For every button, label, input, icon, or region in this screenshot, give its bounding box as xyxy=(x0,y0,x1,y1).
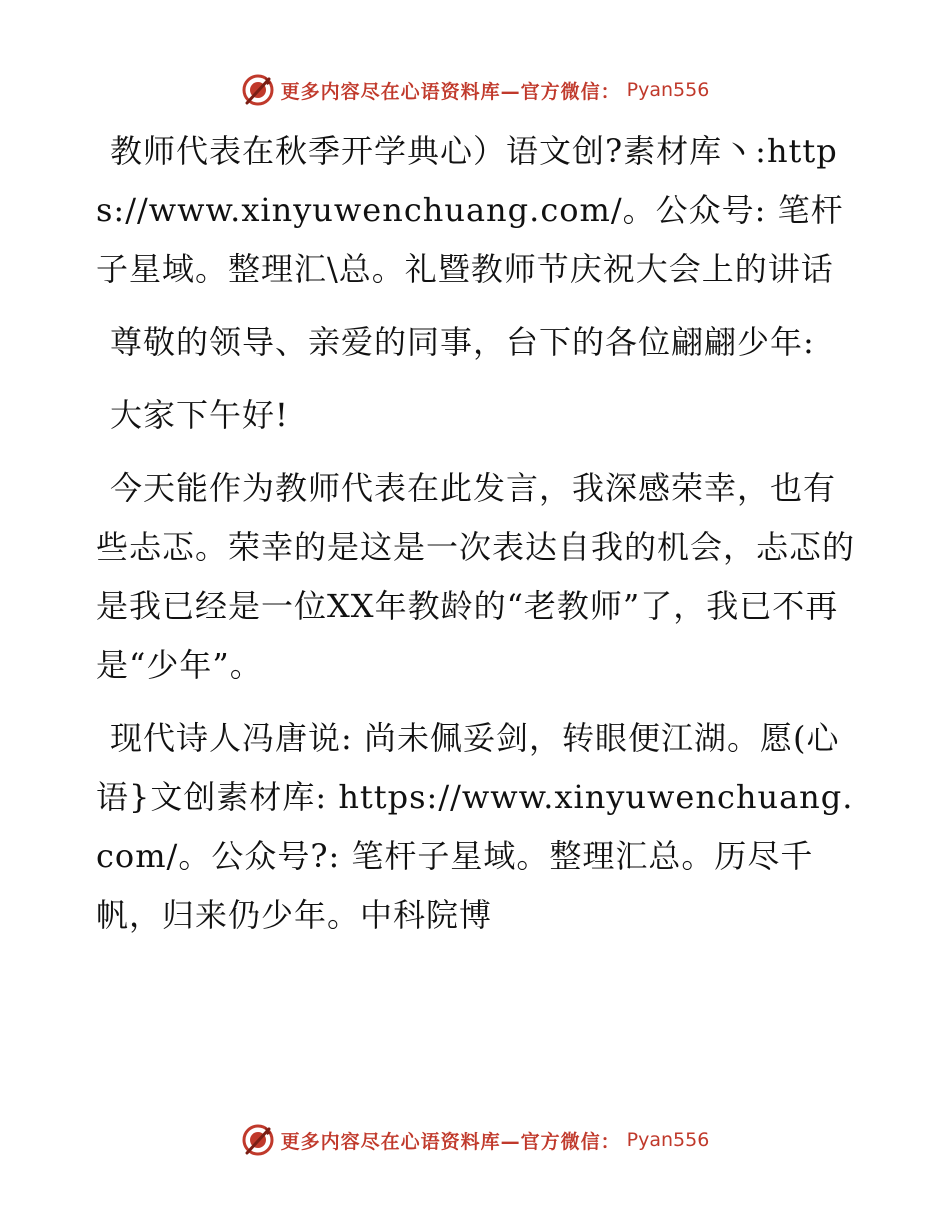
paragraph-title xyxy=(96,122,856,299)
banner-wechat-handle: Pyan556 xyxy=(626,1129,710,1151)
quill-seal-icon xyxy=(241,73,275,107)
banner-wechat-handle: Pyan556 xyxy=(626,79,710,101)
paragraph-salutation xyxy=(96,313,856,372)
paragraph-text: 尊敬的领导、亲爱的同事，台下的各位翩翩少年: xyxy=(110,323,815,361)
paragraph-text: 今天能作为教师代表在此发言，我深感荣幸，也有些忐忑。荣幸的是这是一次表达自我的机会，忐忑的是我已经是一位XX年教龄的“老教师”了，我已不再是“少年”。 xyxy=(96,469,856,684)
paragraph-intro xyxy=(96,459,856,695)
paragraph-text: 大家下午好! xyxy=(110,396,289,434)
paragraph-text: 教师代表在秋季开学典心）语文创?素材库丶:https://www.xinyuwenchuang.com/。公众号: 笔杆子星域。整理汇\总。礼暨教师节庆祝大会上的讲话 xyxy=(96,132,844,288)
paragraph-text: 现代诗人冯唐说: 尚未佩妥剑，转眼便江湖。愿(心语}文创素材库: https://www.xinyuwenchuang.com/。公众号?: 笔杆子星域。整理汇总。历尽千帆，归来仍少年。中科院博 xyxy=(96,719,854,934)
document-body xyxy=(96,122,856,959)
banner-text: 更多内容尽在心语资料库—官方微信： xyxy=(280,1130,621,1153)
header-banner xyxy=(0,70,950,110)
quill-seal-icon xyxy=(241,1123,275,1157)
banner-text: 更多内容尽在心语资料库—官方微信： xyxy=(280,80,621,103)
paragraph-greeting xyxy=(96,386,856,445)
paragraph-quote xyxy=(96,709,856,945)
footer-banner xyxy=(0,1120,950,1160)
